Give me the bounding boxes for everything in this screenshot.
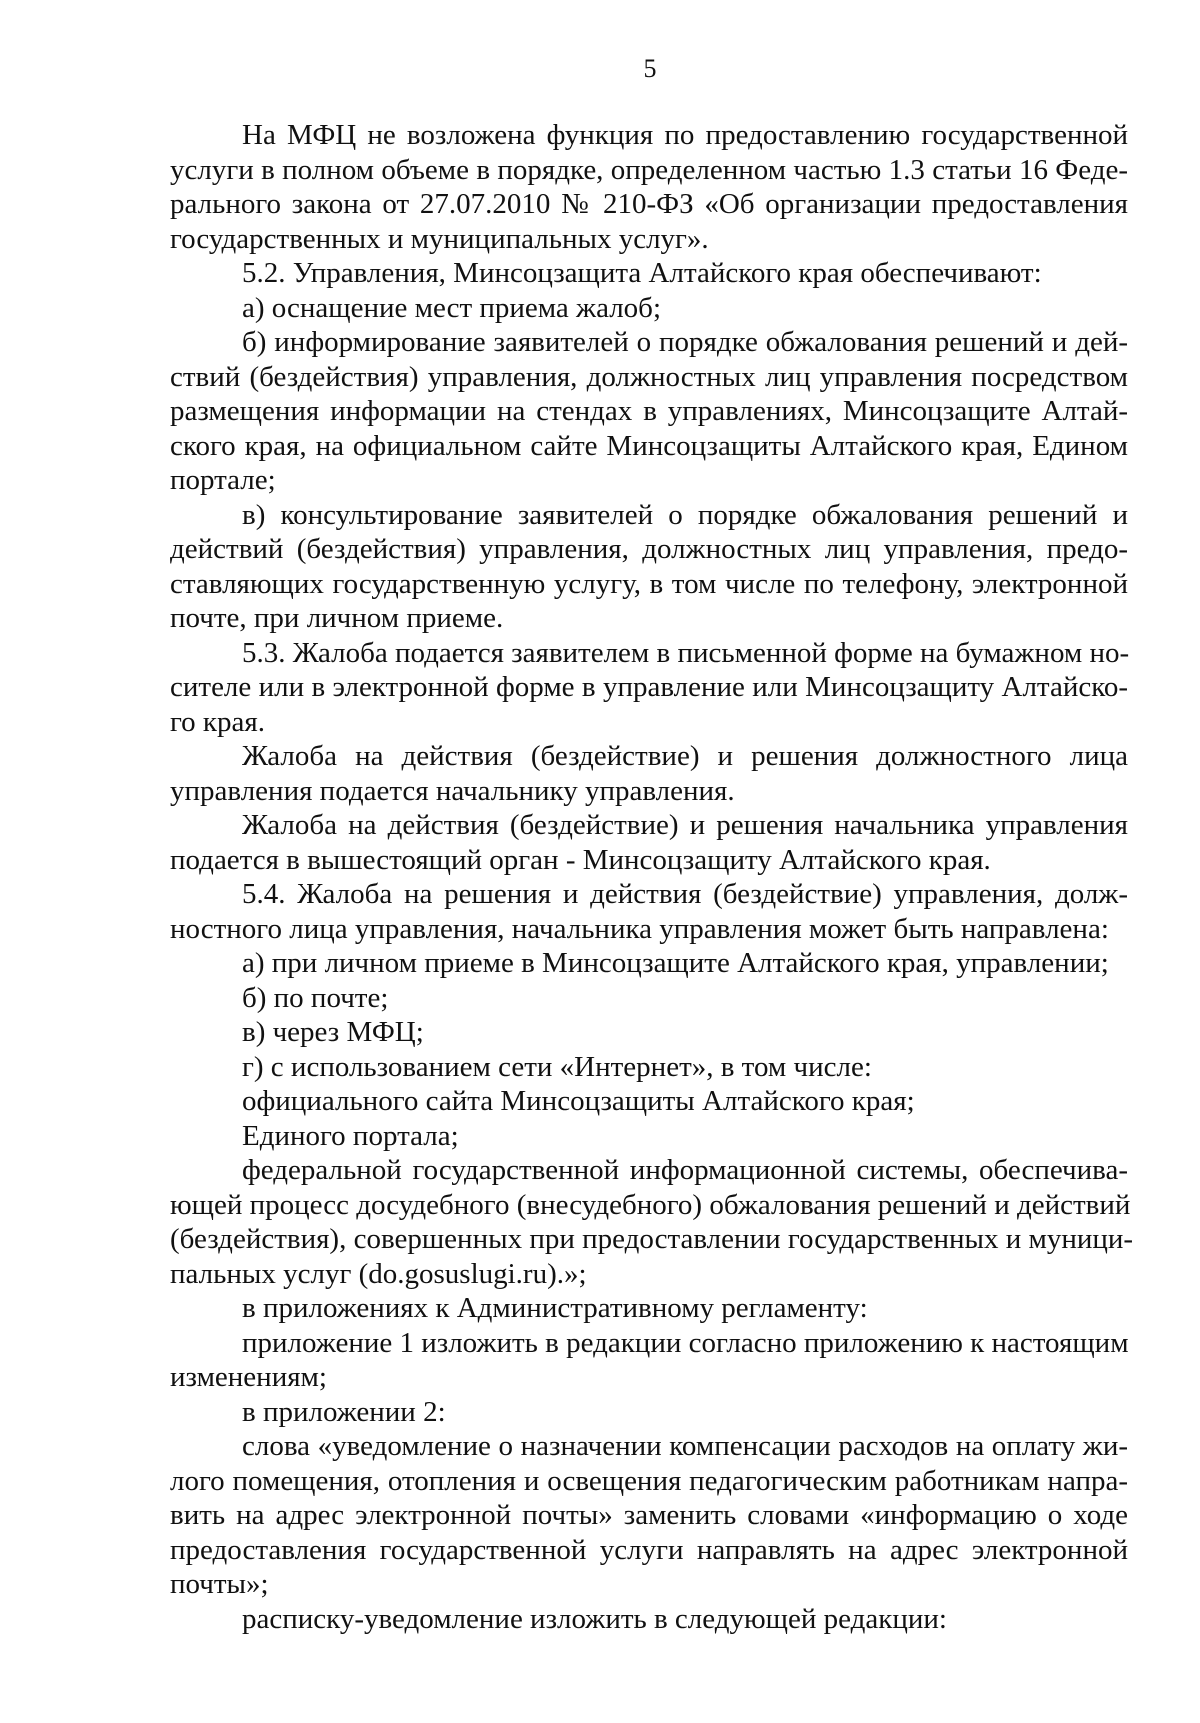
paragraph (170, 1291, 1128, 1326)
text-line: услуги в полном объеме в порядке, определенном частью 1.3 статьи 16 Феде- (170, 153, 1128, 186)
text-line: изменениям; (170, 1361, 327, 1393)
text-line: (бездействия), совершенных при предоставлении государственных и муници- (170, 1223, 1134, 1255)
text-line: в приложениях к Административному регламенту: (242, 1292, 868, 1324)
text-line: На МФЦ не возложена функция по предоставлению государственной (242, 119, 1128, 151)
paragraph (170, 946, 1128, 981)
paragraph (170, 739, 1128, 808)
text-line: почты»; (170, 1568, 269, 1600)
paragraph (170, 1153, 1134, 1291)
text-line: государственных и муниципальных услуг». (170, 222, 709, 255)
text-line: в приложении 2: (242, 1395, 446, 1428)
document-body (170, 118, 1134, 1636)
paragraph (170, 981, 1128, 1016)
text-line: г) с использованием сети «Интернет», в том числе: (242, 1050, 872, 1083)
text-line: а) оснащение мест приема жалоб; (242, 291, 661, 324)
text-line: подается в вышестоящий орган - Минсоцзащиту Алтайского края. (170, 843, 991, 876)
text-line: пальных услуг (do.gosuslugi.ru).»; (170, 1257, 587, 1290)
text-line: в) через МФЦ; (242, 1016, 424, 1048)
text-line: ствий (бездействия) управления, должностных лиц управления посредством (170, 360, 1128, 393)
text-line: Жалоба на действия (бездействие) и решения начальника управления (242, 809, 1128, 841)
text-line: портале; (170, 464, 276, 496)
paragraph (170, 1084, 1128, 1119)
text-line: 5.4. Жалоба на решения и действия (бездействие) управления, долж- (242, 878, 1128, 910)
text-line: 5.2. Управления, Минсоцзащита Алтайского края обеспечивают: (242, 257, 1042, 289)
text-line: Единого портала; (242, 1119, 459, 1152)
text-line: сителе или в электронной форме в управление или Минсоцзащиту Алтайско- (170, 671, 1128, 703)
text-line: слова «уведомление о назначении компенсации расходов на оплату жи- (242, 1430, 1128, 1462)
paragraph (170, 498, 1128, 636)
text-line: ностного лица управления, начальника управления может быть направлена: (170, 912, 1109, 945)
text-line: вить на адрес электронной почты» заменить словами «информацию о ходе (170, 1499, 1128, 1531)
text-line: приложение 1 изложить в редакции согласно приложению к настоящим (242, 1326, 1129, 1359)
paragraph (170, 1602, 1128, 1637)
text-line: лого помещения, отопления и освещения педагогическим работникам напра- (170, 1464, 1128, 1497)
text-line: ского края, на официальном сайте Минсоцзащиты Алтайского края, Едином (170, 429, 1128, 462)
text-line: почте, при личном приеме. (170, 602, 504, 634)
paragraph (170, 118, 1128, 256)
paragraph (170, 256, 1128, 291)
page-number: 5 (643, 54, 657, 83)
text-line: в) консультирование заявителей о порядке обжалования решений и (242, 498, 1128, 531)
paragraph (170, 1395, 1128, 1430)
paragraph (170, 1050, 1128, 1085)
text-line: расписку-уведомление изложить в следующей редакции: (242, 1602, 947, 1635)
text-line: ющей процесс досудебного (внесудебного) обжалования решений и действий (170, 1188, 1131, 1221)
text-line: управления подается начальнику управления. (170, 774, 735, 807)
text-line: го края. (170, 705, 265, 738)
paragraph (170, 877, 1128, 946)
paragraph (170, 1429, 1128, 1602)
paragraph (170, 1326, 1128, 1395)
text-line: б) по почте; (242, 981, 389, 1014)
text-line: действий (бездействия) управления, должностных лиц управления, предо- (170, 533, 1128, 565)
paragraph (170, 636, 1128, 740)
text-line: рального закона от 27.07.2010 № 210-ФЗ «Об организации предоставления (170, 188, 1128, 220)
text-line: а) при личном приеме в Минсоцзащите Алтайского края, управлении; (242, 947, 1109, 979)
paragraph (170, 808, 1128, 877)
text-line: б) информирование заявителей о порядке обжалования решений и дей- (242, 326, 1128, 358)
text-line: размещения информации на стендах в управлениях, Минсоцзащите Алтай- (170, 395, 1128, 427)
paragraph (170, 291, 1128, 326)
text-line: федеральной государственной информационной системы, обеспечива- (242, 1154, 1128, 1186)
text-line: официального сайта Минсоцзащиты Алтайского края; (242, 1085, 915, 1117)
text-line: 5.3. Жалоба подается заявителем в письменной форме на бумажном но- (242, 636, 1130, 669)
paragraph (170, 1119, 1128, 1154)
paragraph (170, 1015, 1128, 1050)
text-line: предоставления государственной услуги направлять на адрес электронной (170, 1533, 1128, 1566)
paragraph (170, 325, 1128, 498)
text-line: ставляющих государственную услугу, в том числе по телефону, электронной (170, 567, 1128, 600)
text-line: Жалоба на действия (бездействие) и решения должностного лица (242, 740, 1128, 772)
